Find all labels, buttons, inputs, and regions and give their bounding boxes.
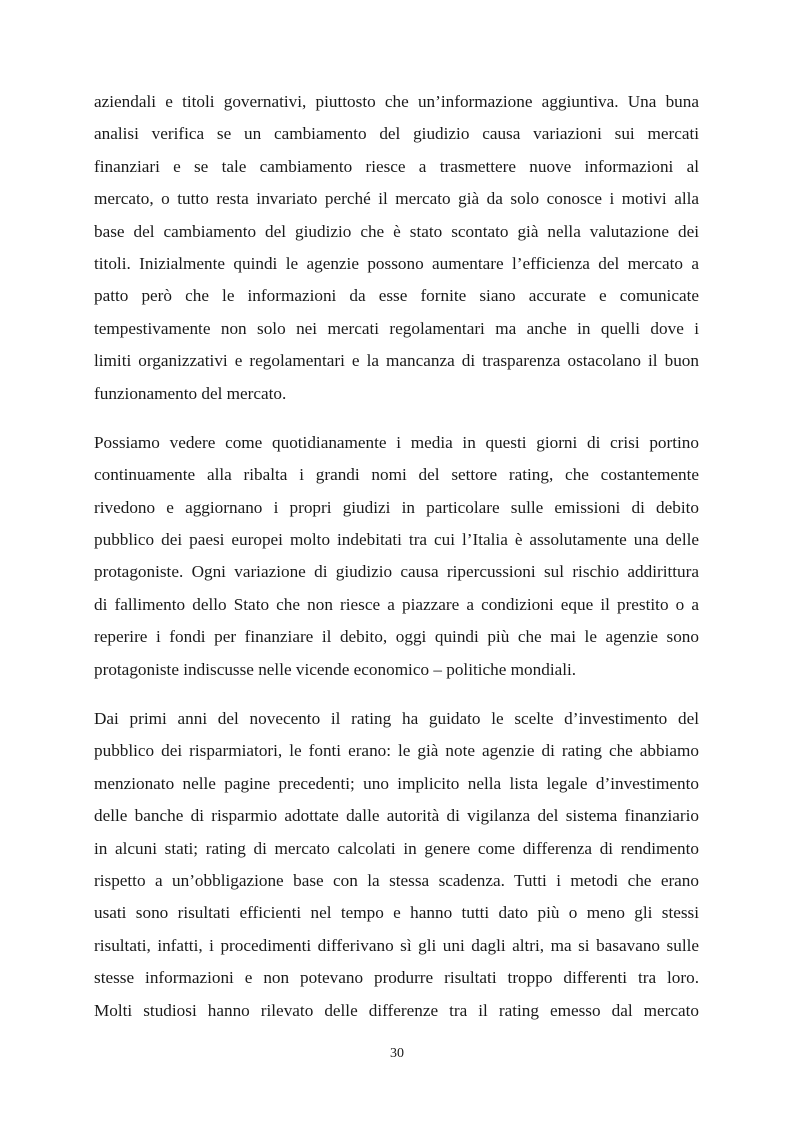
text-line: rispetto a un’obbligazione base con la stessa scadenza. Tutti i metodi che erano: [94, 870, 699, 890]
text-line: menzionato nelle pagine precedenti; uno implicito nella lista legale d’investimento: [94, 773, 699, 793]
text-line: titoli. Inizialmente quindi le agenzie possono aumentare l’efficienza del mercato a: [94, 253, 699, 273]
text-line: mercato, o tutto resta invariato perché il mercato già da solo conosce i motivi alla: [94, 189, 699, 209]
text-line: pubblico dei paesi europei molto indebitati tra cui l’Italia è assolutamente una delle: [94, 530, 699, 550]
text-line: limiti organizzativi e regolamentari e la mancanza di trasparenza ostacolano il buon: [94, 351, 699, 371]
text-line: tempestivamente non solo nei mercati regolamentari ma anche in quelli dove i: [94, 318, 699, 338]
text-line: Possiamo vedere come quotidianamente i media in questi giorni di crisi portino: [94, 432, 699, 452]
text-line: rivedono e aggiornano i propri giudizi in particolare sulle emissioni di debito: [94, 497, 699, 517]
text-line: reperire i fondi per finanziare il debito, oggi quindi più che mai le agenzie sono: [94, 627, 699, 647]
text-line: in alcuni stati; rating di mercato calcolati in genere come differenza di rendimento: [94, 838, 699, 858]
text-line: protagoniste. Ogni variazione di giudizio causa ripercussioni sul rischio addirittura: [94, 562, 699, 582]
text-line: pubblico dei risparmiatori, le fonti erano: le già note agenzie di rating che abbiamo: [94, 741, 699, 761]
paragraph: [94, 703, 699, 1027]
text-line: delle banche di risparmio adottate dalle autorità di vigilanza del sistema finanziario: [94, 806, 699, 826]
body-text: [94, 86, 699, 1044]
text-line: usati sono risultati efficienti nel tempo e hanno tutti dato più o meno gli stessi: [94, 903, 699, 923]
text-line: base del cambiamento del giudizio che è stato scontato già nella valutazione dei: [94, 221, 699, 241]
text-line: Dai primi anni del novecento il rating ha guidato le scelte d’investimento del: [94, 709, 699, 729]
text-line: continuamente alla ribalta i grandi nomi del settore rating, che costantemente: [94, 465, 699, 485]
text-line: Molti studiosi hanno rilevato delle differenze tra il rating emesso dal mercato: [94, 1000, 699, 1020]
text-line: funzionamento del mercato.: [94, 383, 287, 403]
text-line: di fallimento dello Stato che non riesce a piazzare a condizioni eque il prestito o a: [94, 594, 699, 614]
text-line: stesse informazioni e non potevano produrre risultati troppo differenti tra loro.: [94, 968, 699, 988]
text-line: analisi verifica se un cambiamento del giudizio causa variazioni sui mercati: [94, 124, 699, 144]
paragraph: [94, 86, 699, 410]
text-line: patto però che le informazioni da esse fornite siano accurate e comunicate: [94, 286, 699, 306]
text-line: protagoniste indiscusse nelle vicende economico – politiche mondiali.: [94, 659, 577, 679]
paragraph: [94, 427, 699, 686]
text-line: finanziari e se tale cambiamento riesce a trasmettere nuove informazioni al: [94, 156, 699, 176]
text-line: risultati, infatti, i procedimenti differivano sì gli uni dagli altri, ma si basavano sulle: [94, 935, 699, 955]
page-number: 30: [390, 1046, 404, 1061]
text-line: aziendali e titoli governativi, piuttosto che un’informazione aggiuntiva. Una buna: [94, 92, 699, 111]
